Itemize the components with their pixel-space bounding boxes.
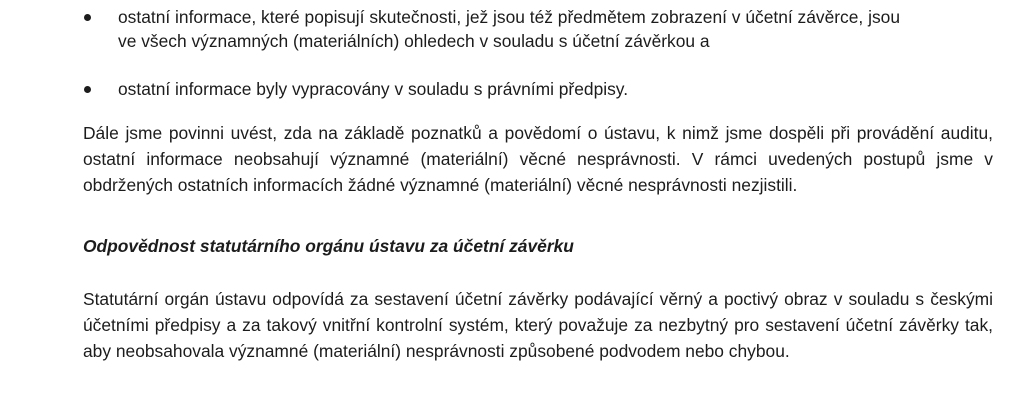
- bullet-item: [84, 5, 994, 53]
- bullet-icon: [84, 86, 91, 93]
- paragraph-other-information: Dále jsme povinni uvést, zda na základě poznatků a povědomí o ústavu, k nimž jsme dospěli při provádění auditu, ostatní informace neobsahují významné (materiální) věcné nesprávnosti. V rámci uvedených postupů jsme v obdržených ostatních informacích žádné významné (materiální) věcné nesprávnosti nezjistili.: [83, 123, 993, 195]
- bullet-line: ve všech významných (materiálních) ohledech v souladu s účetní závěrkou a: [118, 31, 710, 51]
- bullet-icon: [84, 14, 91, 21]
- paragraph-statutory-responsibility: Statutární orgán ústavu odpovídá za sestavení účetní závěrky podávající věrný a poctivý obraz v souladu s českými účetními předpisy a za takový vnitřní kontrolní systém, který považuje za nezbytný pro sestavení účetní závěrky tak, aby neobsahovala významné (materiální) nesprávnosti způsobené podvodem nebo chybou.: [83, 289, 993, 361]
- bullet-text: [118, 5, 994, 53]
- bullet-line: ostatní informace byly vypracovány v souladu s právními předpisy.: [118, 79, 629, 99]
- bullet-item: [84, 77, 994, 101]
- bullet-line: ostatní informace, které popisují skutečnosti, jež jsou též předmětem zobrazení v účetní závěrce, jsou: [118, 7, 900, 27]
- section-heading: Odpovědnost statutárního orgánu ústavu za účetní závěrku: [83, 236, 574, 256]
- bullet-text: [118, 77, 994, 101]
